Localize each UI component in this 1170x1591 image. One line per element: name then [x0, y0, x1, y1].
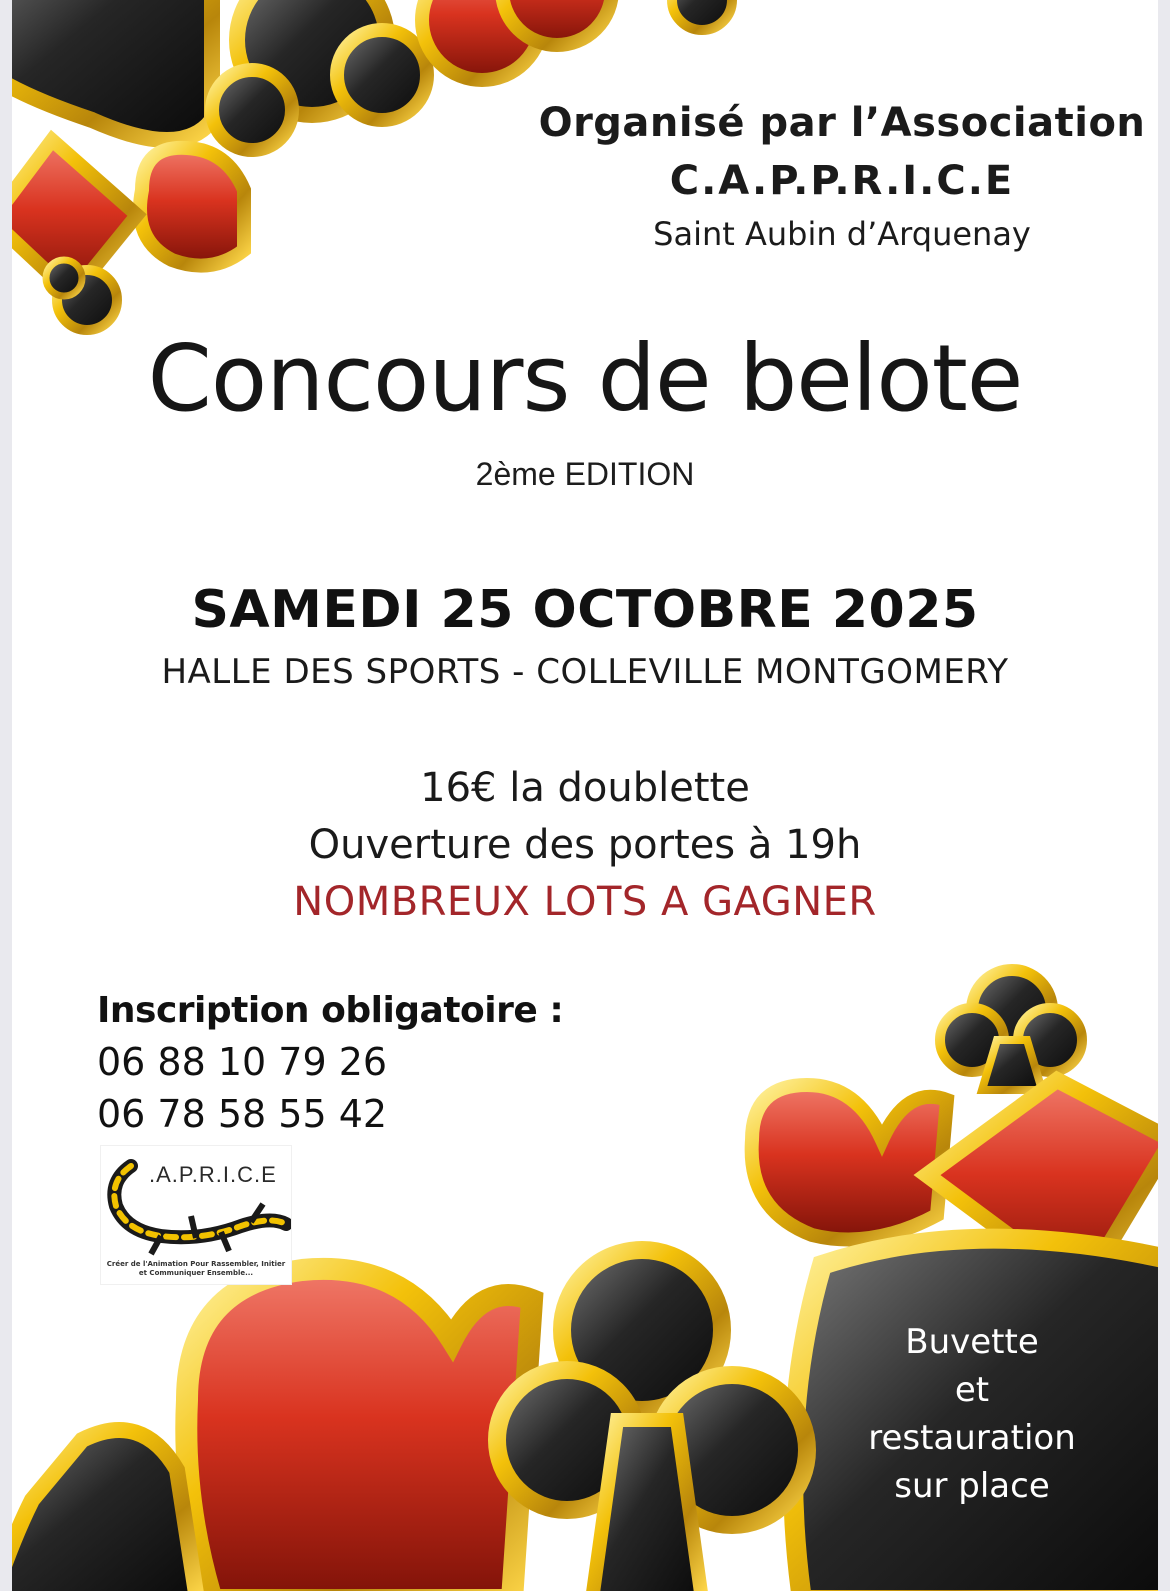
- event-title: Concours de belote: [147, 325, 1023, 432]
- club-icon: [672, 0, 732, 30]
- price-text: 16€ la doublette: [420, 765, 750, 811]
- phone-number[interactable]: 06 78 58 55 42: [97, 1092, 388, 1136]
- phone-number[interactable]: 06 88 10 79 26: [97, 1040, 388, 1084]
- heart-icon: [186, 1269, 532, 1591]
- poster: [12, 0, 1158, 1591]
- logo-name: .A.P.R.I.C.E: [149, 1162, 277, 1187]
- buvette-line: restauration: [868, 1418, 1076, 1458]
- association-logo: [100, 1145, 292, 1285]
- heart-icon: [140, 148, 244, 266]
- club-icon: [497, 1250, 807, 1591]
- prizes-text: NOMBREUX LOTS A GAGNER: [293, 879, 877, 925]
- event-venue: HALLE DES SPORTS - COLLEVILLE MONTGOMERY: [161, 652, 1009, 692]
- organizer-line: Organisé par l’Association: [538, 100, 1146, 146]
- spade-icon: [12, 0, 212, 140]
- buvette-notice: [842, 1318, 1102, 1510]
- organizer-town: Saint Aubin d’Arquenay: [653, 215, 1031, 253]
- event-edition: 2ème EDITION: [475, 456, 695, 492]
- buvette-line: sur place: [894, 1466, 1050, 1506]
- heart-icon: [752, 1085, 947, 1240]
- buvette-line: et: [954, 1370, 990, 1410]
- spade-icon: [12, 1430, 197, 1591]
- club-icon: [46, 260, 117, 330]
- club-icon: [940, 970, 1082, 1090]
- event-date: SAMEDI 25 OCTOBRE 2025: [191, 580, 979, 640]
- organizer-name: C.A.P.P.R.I.C.E: [669, 158, 1015, 204]
- doors-time-text: Ouverture des portes à 19h: [308, 822, 862, 868]
- registration-label: Inscription obligatoire :: [97, 990, 564, 1031]
- logo-tagline: Créer de l'Animation Pour Rassembler, Initier et Communiquer Ensemble...: [106, 1260, 286, 1277]
- buvette-line: Buvette: [905, 1322, 1039, 1362]
- club-icon: [422, 0, 612, 80]
- club-icon: [212, 0, 427, 150]
